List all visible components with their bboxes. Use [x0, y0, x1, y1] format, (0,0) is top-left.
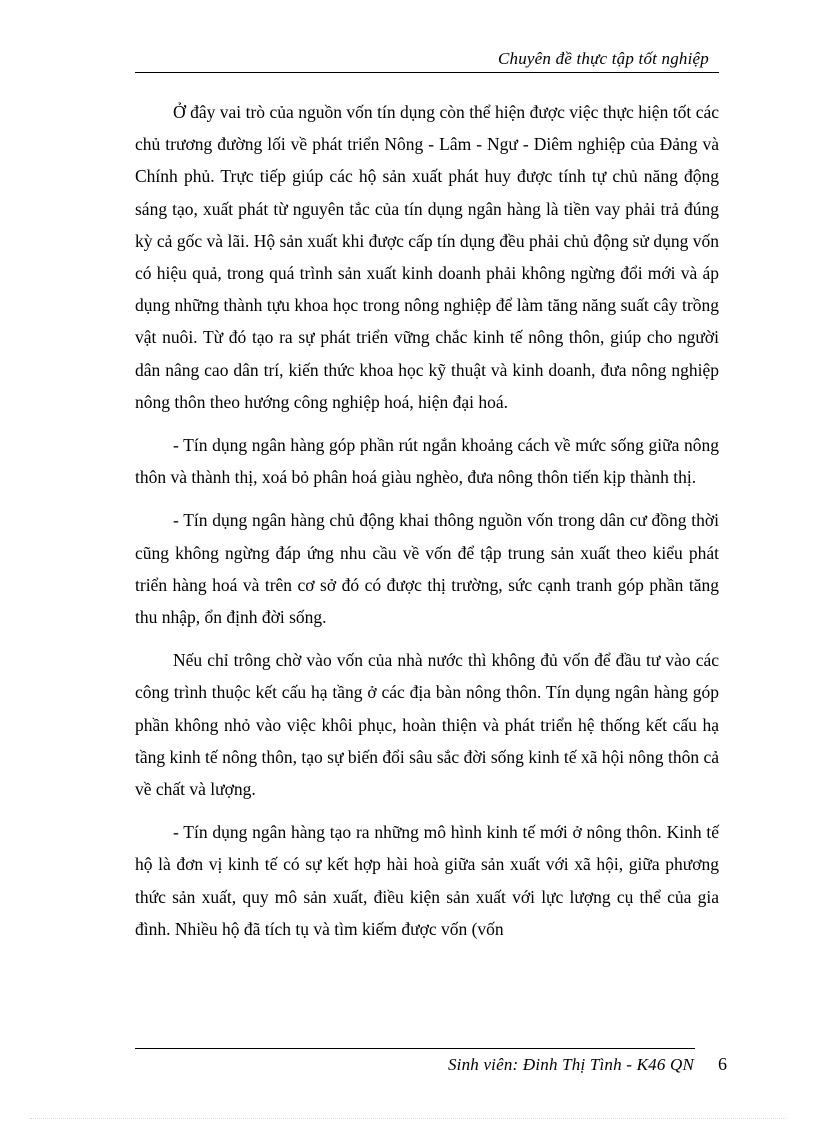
paragraph: - Tín dụng ngân hàng góp phần rút ngắn khoảng cách về mức sống giữa nông thôn và thành thị, xoá bỏ phân hoá giàu nghèo, đưa nông thôn tiến kịp thành thị.: [135, 435, 719, 488]
page-bottom-border: [30, 1118, 786, 1119]
page-number: 6: [718, 1054, 727, 1074]
paragraph: Ở đây vai trò của nguồn vốn tín dụng còn thể hiện được việc thực hiện tốt các chủ trương đường lối về phát triển Nông - Lâm - Ngư - Diêm nghiệp của Đảng và Chính phủ. Trực tiếp giúp các hộ sản xuất phát huy được tính tự chủ năng động sáng tạo, xuất phát từ nguyên tắc của tín dụng ngân hàng là tiền vay phải trả đúng kỳ cả gốc và lãi. Hộ sản xuất khi được cấp tín dụng đều phải chủ động sử dụng vốn có hiệu quả, trong quá trình sản xuất kinh doanh phải không ngừng đổi mới và áp dụng những thành tựu khoa học trong nông nghiệp để làm tăng năng suất cây trồng vật nuôi. Từ đó tạo ra sự phát triển vững chắc kinh tế nông thôn, giúp cho người dân nâng cao dân trí, kiến thức khoa học kỹ thuật và kinh doanh, đưa nông nghiệp nông thôn theo hướng công nghiệp hoá, hiện đại hoá.: [135, 102, 719, 412]
paragraph: - Tín dụng ngân hàng tạo ra những mô hình kinh tế mới ở nông thôn. Kinh tế hộ là đơn vị kinh tế có sự kết hợp hài hoà giữa sản xuất với xã hội, giữa phương thức sản xuất, quy mô sản xuất, điều kiện sản xuất với lực lượng cụ thể của gia đình. Nhiều hộ đã tích tụ và tìm kiếm được vốn (vốn: [135, 822, 719, 939]
paragraph: - Tín dụng ngân hàng chủ động khai thông nguồn vốn trong dân cư đồng thời cũng không ngừng đáp ứng nhu cầu về vốn để tập trung sản xuất theo kiểu phát triển hàng hoá và trên cơ sở đó có được thị trường, sức cạnh tranh góp phần tăng thu nhập, ổn định đời sống.: [135, 510, 719, 628]
body-text: [135, 96, 719, 956]
header-title: Chuyên đề thực tập tốt nghiệp: [497, 49, 709, 68]
page-header: [135, 46, 719, 73]
paragraph: Nếu chỉ trông chờ vào vốn của nhà nước thì không đủ vốn để đầu tư vào các công trình thuộc kết cấu hạ tầng ở các địa bàn nông thôn. Tín dụng ngân hàng góp phần không nhỏ vào việc khôi phục, hoàn thiện và phát triển hệ thống kết cấu hạ tầng kinh tế nông thôn, tạo sự biến đổi sâu sắc đời sống kinh tế xã hội nông thôn cả về chất và lượng.: [135, 650, 719, 800]
footer-divider: [135, 1048, 695, 1049]
footer-author: Sinh viên: Đinh Thị Tình - K46 QN: [447, 1055, 694, 1074]
